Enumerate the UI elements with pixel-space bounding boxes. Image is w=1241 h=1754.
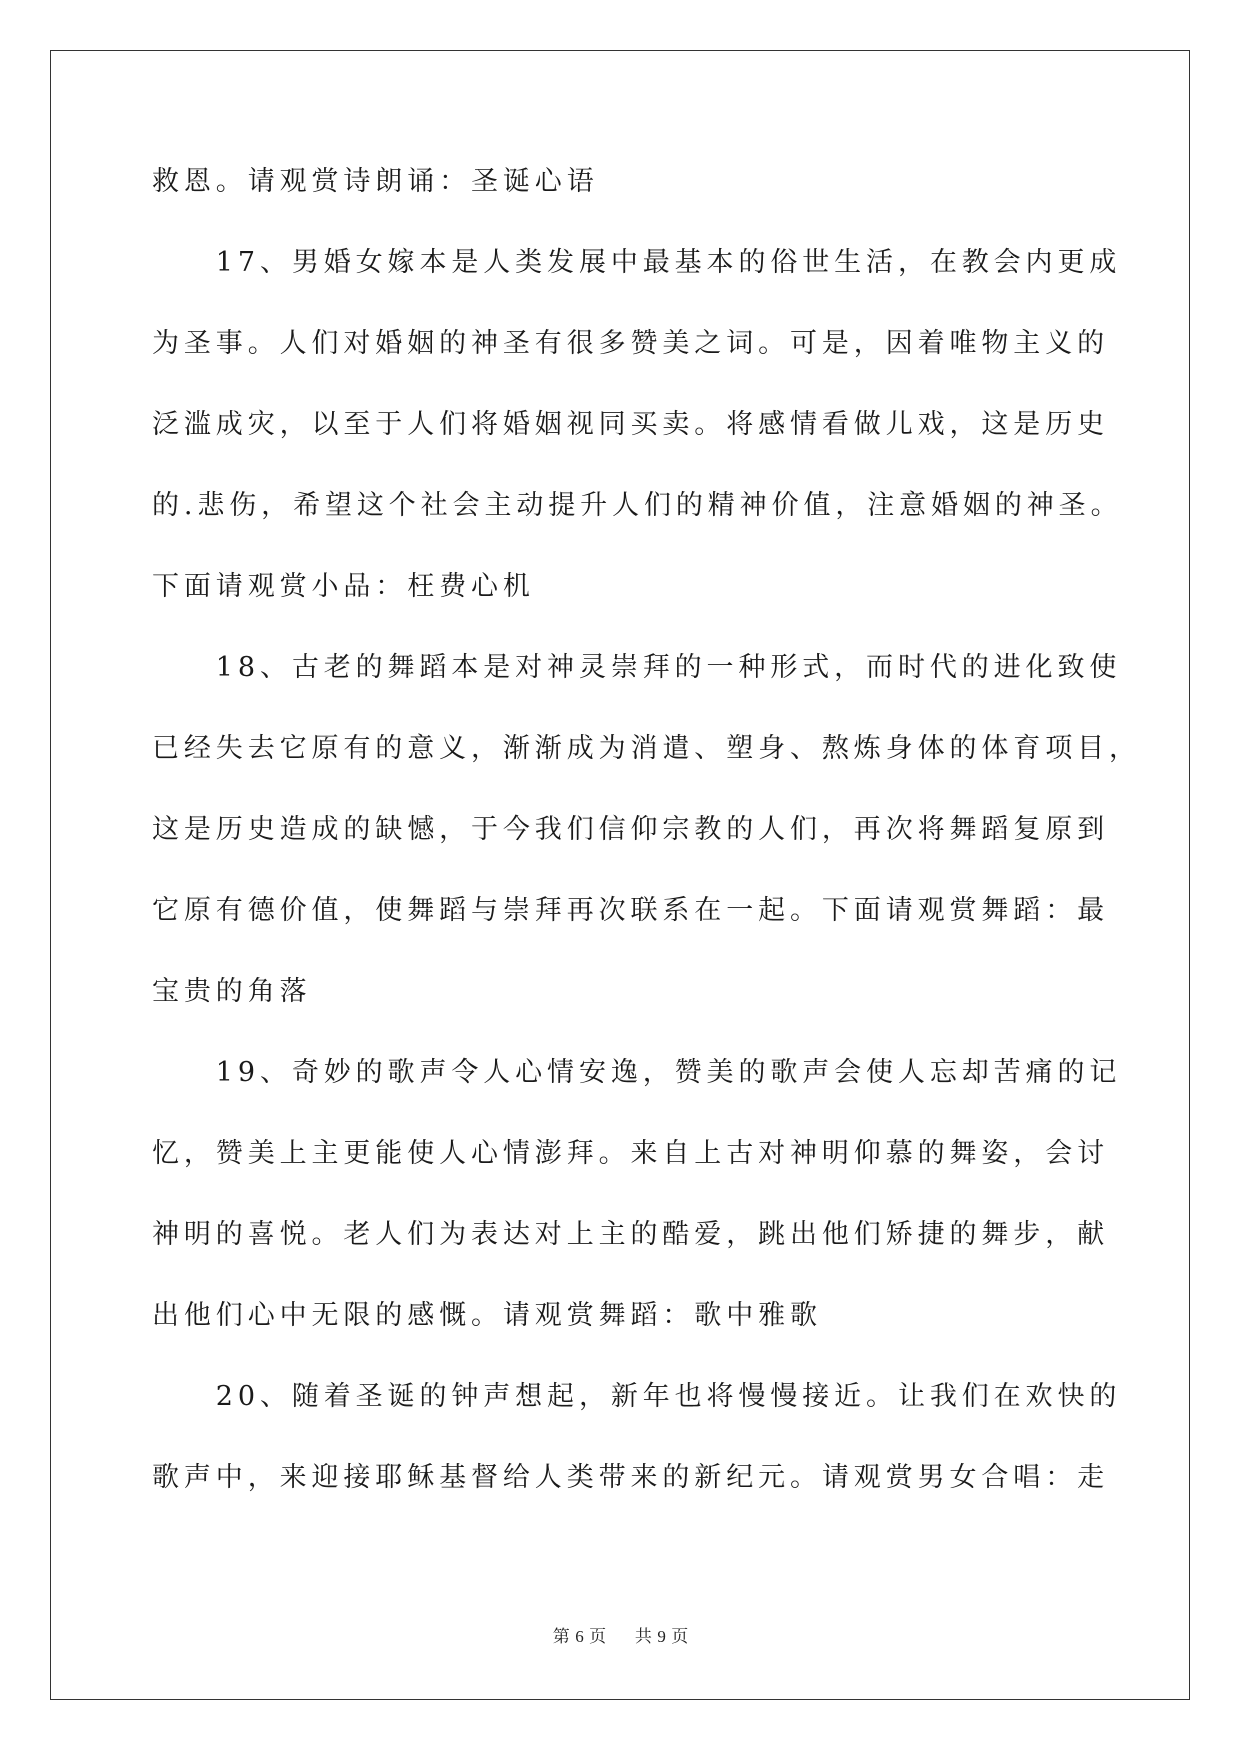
text-line: 20、随着圣诞的钟声想起，新年也将慢慢接近。让我们在欢快的 — [152, 1381, 1122, 1412]
total-pages: 9 — [657, 1627, 666, 1646]
text-line: 下面请观赏小品：枉费心机 — [152, 571, 535, 602]
text-line: 已经失去它原有的意义，渐渐成为消遣、塑身、熬炼身体的体育项目， — [152, 733, 1141, 764]
text-line: 18、古老的舞蹈本是对神灵崇拜的一种形式，而时代的进化致使 — [152, 652, 1122, 683]
text-line: 救恩。请观赏诗朗诵：圣诞心语 — [152, 166, 599, 197]
text-line: 忆，赞美上主更能使人心情澎拜。来自上古对神明仰慕的舞姿，会讨 — [152, 1138, 1109, 1169]
page-number: 6 — [575, 1627, 584, 1646]
text-line: 这是历史造成的缺憾，于今我们信仰宗教的人们，再次将舞蹈复原到 — [152, 814, 1109, 845]
total-prefix: 共 — [634, 1627, 652, 1647]
text-line: 为圣事。人们对婚姻的神圣有很多赞美之词。可是，因着唯物主义的 — [152, 328, 1109, 359]
page-suffix: 页 — [589, 1627, 607, 1647]
page-footer — [0, 1622, 1241, 1647]
text-line: 泛滥成灾，以至于人们将婚姻视同买卖。将感情看做儿戏，这是历史 — [152, 409, 1109, 440]
text-line: 的.悲伤，希望这个社会主动提升人们的精神价值，注意婚姻的神圣。 — [152, 490, 1123, 521]
text-line: 神明的喜悦。老人们为表达对上主的酷爱，跳出他们矫捷的舞步，献 — [152, 1219, 1109, 1250]
text-line: 宝贵的角落 — [152, 976, 312, 1007]
document-body — [152, 162, 1141, 1539]
page-prefix: 第 — [552, 1627, 570, 1647]
text-line: 它原有德价值，使舞蹈与崇拜再次联系在一起。下面请观赏舞蹈：最 — [152, 895, 1109, 926]
text-line: 歌声中，来迎接耶稣基督给人类带来的新纪元。请观赏男女合唱：走 — [152, 1462, 1109, 1493]
text-line: 19、奇妙的歌声令人心情安逸，赞美的歌声会使人忘却苦痛的记 — [152, 1057, 1122, 1088]
text-line: 17、男婚女嫁本是人类发展中最基本的俗世生活，在教会内更成 — [152, 247, 1122, 278]
text-line: 出他们心中无限的感慨。请观赏舞蹈：歌中雅歌 — [152, 1300, 822, 1331]
total-suffix: 页 — [671, 1627, 689, 1647]
